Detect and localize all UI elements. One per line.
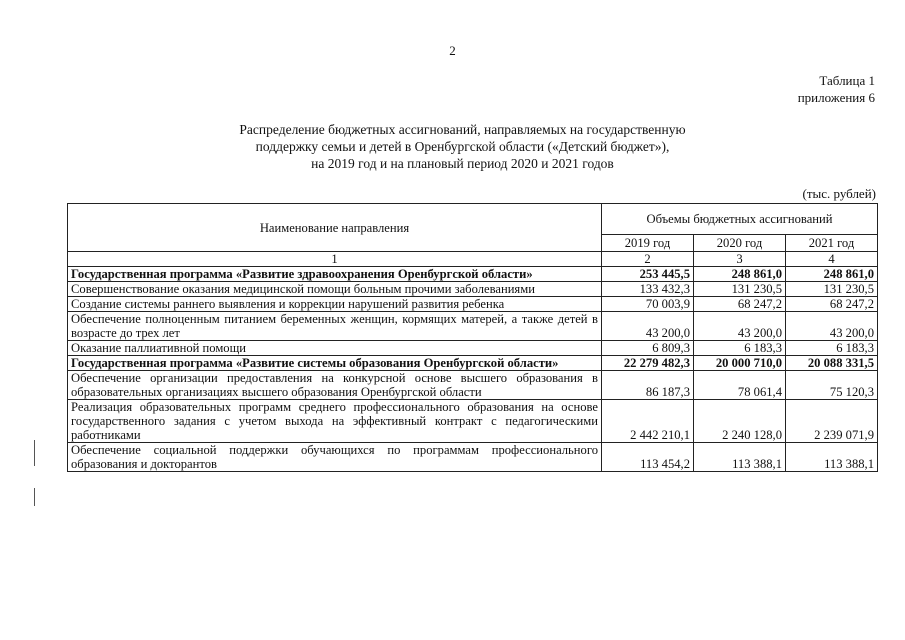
value-2019: 70 003,9 [602, 297, 694, 312]
value-2020: 68 247,2 [694, 297, 786, 312]
table-reference [798, 72, 875, 106]
value-2019: 2 442 210,1 [602, 400, 694, 443]
value-2021: 113 388,1 [786, 443, 878, 472]
row-name: Оказание паллиативной помощи [68, 341, 602, 356]
page-number: 2 [449, 43, 456, 58]
table-row [68, 341, 878, 356]
row-name: Обеспечение социальной поддержки обучающихся по программам профессионального образования и докторантов [68, 443, 602, 472]
value-2019: 6 809,3 [602, 341, 694, 356]
budget-table [67, 203, 878, 472]
table-row [68, 356, 878, 371]
units-label: (тыс. рублей) [802, 186, 876, 201]
column-header-allocations: Объемы бюджетных ассигнований [602, 204, 878, 235]
column-header-year: 2019 год [602, 235, 694, 252]
value-2021: 6 183,3 [786, 341, 878, 356]
value-2019: 22 279 482,3 [602, 356, 694, 371]
table-row [68, 312, 878, 341]
table-row [68, 297, 878, 312]
row-name: Обеспечение организации предоставления на конкурсной основе высшего образования в образовательных организациях высшего образования Оренбургской области [68, 371, 602, 400]
row-name: Государственная программа «Развитие системы образования Оренбургской области» [68, 356, 602, 371]
value-2019: 43 200,0 [602, 312, 694, 341]
column-header-name: Наименование направления [68, 204, 602, 252]
title-line: Распределение бюджетных ассигнований, направляемых на государственную [239, 122, 686, 137]
table-row [68, 443, 878, 472]
value-2021: 20 088 331,5 [786, 356, 878, 371]
column-number: 2 [602, 252, 694, 267]
value-2021: 248 861,0 [786, 267, 878, 282]
value-2021: 68 247,2 [786, 297, 878, 312]
table-row [68, 267, 878, 282]
table-row [68, 371, 878, 400]
value-2020: 2 240 128,0 [694, 400, 786, 443]
column-number: 3 [694, 252, 786, 267]
column-number: 1 [68, 252, 602, 267]
title-line: на 2019 год и на плановый период 2020 и 2021 годов [311, 156, 614, 171]
value-2020: 131 230,5 [694, 282, 786, 297]
value-2020: 6 183,3 [694, 341, 786, 356]
value-2020: 20 000 710,0 [694, 356, 786, 371]
column-number: 4 [786, 252, 878, 267]
row-name: Создание системы раннего выявления и коррекции нарушений развития ребенка [68, 297, 602, 312]
value-2019: 133 432,3 [602, 282, 694, 297]
value-2019: 253 445,5 [602, 267, 694, 282]
column-header-year: 2020 год [694, 235, 786, 252]
table-row [68, 400, 878, 443]
value-2020: 78 061,4 [694, 371, 786, 400]
column-header-year: 2021 год [786, 235, 878, 252]
table-reference-line: Таблица 1 [819, 73, 875, 88]
row-name: Государственная программа «Развитие здравоохранения Оренбургской области» [68, 267, 602, 282]
row-name: Реализация образовательных программ среднего профессионального образования на основе государственного задания с учетом выхода на эффективный контракт с педагогическими работниками [68, 400, 602, 443]
row-name: Обеспечение полноценным питанием беременных женщин, кормящих матерей, а также детей в возрасте до трех лет [68, 312, 602, 341]
table-row [68, 282, 878, 297]
value-2020: 248 861,0 [694, 267, 786, 282]
value-2021: 75 120,3 [786, 371, 878, 400]
document-title [150, 121, 775, 172]
row-name: Совершенствование оказания медицинской помощи больным прочими заболеваниями [68, 282, 602, 297]
value-2021: 43 200,0 [786, 312, 878, 341]
margin-mark [34, 440, 35, 466]
table-reference-line: приложения 6 [797, 90, 875, 105]
value-2019: 86 187,3 [602, 371, 694, 400]
value-2020: 43 200,0 [694, 312, 786, 341]
title-line: поддержку семьи и детей в Оренбургской области («Детский бюджет»), [255, 139, 670, 154]
margin-mark [34, 488, 35, 506]
value-2021: 131 230,5 [786, 282, 878, 297]
value-2019: 113 454,2 [602, 443, 694, 472]
value-2020: 113 388,1 [694, 443, 786, 472]
value-2021: 2 239 071,9 [786, 400, 878, 443]
